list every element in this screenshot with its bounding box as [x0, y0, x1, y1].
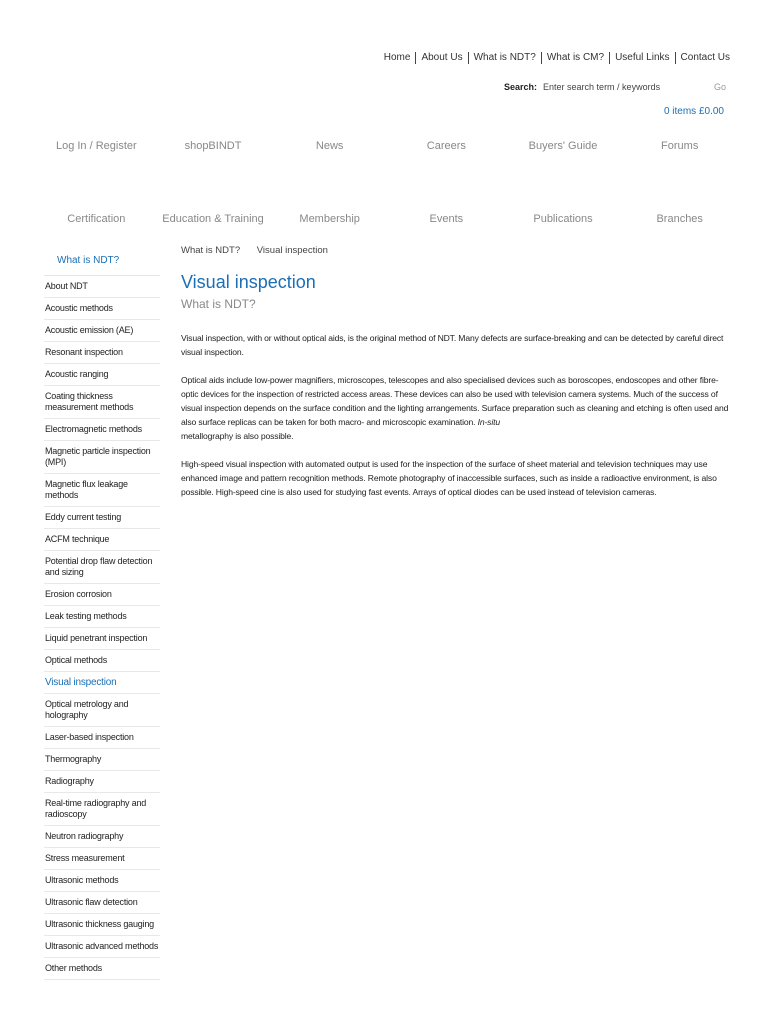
- sidebar-item[interactable]: Ultrasonic flaw detection: [44, 892, 160, 914]
- paragraph-2-emphasis: In-situ: [477, 417, 500, 427]
- search-input[interactable]: [543, 82, 703, 92]
- sidebar-item[interactable]: Other methods: [44, 958, 160, 980]
- paragraph-3: High-speed visual inspection with automated output is used for the inspection of the surface of sheet material and television techniques may use enhanced image and pattern recognition methods. Remote photography of inaccessible surfaces, such as inside a radioactive environment, is also possible. High-speed cine is also used for studying fast events. Arrays of optical diodes can be used instead of television cameras.: [181, 459, 717, 497]
- top-link-contact-us[interactable]: Contact Us: [680, 52, 730, 63]
- top-links: [379, 52, 730, 64]
- breadcrumb-item[interactable]: What is NDT?: [181, 245, 241, 256]
- secondary-nav: [38, 213, 738, 225]
- sidebar-item[interactable]: Coating thickness measurement methods: [44, 386, 160, 419]
- sidebar-item[interactable]: Ultrasonic methods: [44, 870, 160, 892]
- sidebar-item[interactable]: Real-time radiography and radioscopy: [44, 793, 160, 826]
- sidebar-item[interactable]: Magnetic flux leakage methods: [44, 474, 160, 507]
- sidebar-item[interactable]: Potential drop flaw detection and sizing: [44, 551, 160, 584]
- paragraph-2-tail: metallography is also possible.: [181, 431, 294, 441]
- cart-summary[interactable]: 0 items £0.00: [663, 106, 724, 117]
- nav-forums[interactable]: Forums: [661, 140, 699, 152]
- sidebar: [44, 255, 160, 980]
- nav-publications[interactable]: Publications: [533, 213, 593, 225]
- sidebar-list: [44, 276, 160, 980]
- sidebar-item[interactable]: Ultrasonic advanced methods: [44, 936, 160, 958]
- main-content: [181, 245, 731, 513]
- nav-branches[interactable]: Branches: [656, 213, 703, 225]
- sidebar-item[interactable]: Acoustic methods: [44, 298, 160, 320]
- nav-news[interactable]: News: [315, 140, 344, 152]
- search-go-button[interactable]: Go: [714, 82, 727, 92]
- sidebar-item[interactable]: Thermography: [44, 749, 160, 771]
- sidebar-item[interactable]: Optical metrology and holography: [44, 694, 160, 727]
- sidebar-item[interactable]: Acoustic ranging: [44, 364, 160, 386]
- sidebar-item[interactable]: Visual inspection: [44, 672, 160, 694]
- paragraph-1: Visual inspection, with or without optical aids, is the original method of NDT. Many defects are surface-breaking and can be detected by careful direct visual inspection.: [181, 333, 724, 357]
- nav-buyers-guide[interactable]: Buyers' Guide: [528, 140, 598, 152]
- top-link-what-is-ndt[interactable]: What is NDT?: [469, 52, 542, 64]
- sidebar-item[interactable]: Acoustic emission (AE): [44, 320, 160, 342]
- breadcrumb-item[interactable]: Visual inspection: [256, 245, 328, 256]
- top-link-about-us[interactable]: About Us: [416, 52, 468, 64]
- sidebar-item[interactable]: Magnetic particle inspection (MPI): [44, 441, 160, 474]
- sidebar-item[interactable]: Ultrasonic thickness gauging: [44, 914, 160, 936]
- sidebar-item[interactable]: ACFM technique: [44, 529, 160, 551]
- top-link-what-is-cm[interactable]: What is CM?: [542, 52, 610, 64]
- sidebar-item[interactable]: Electromagnetic methods: [44, 419, 160, 441]
- sidebar-item[interactable]: Optical methods: [44, 650, 160, 672]
- nav-careers[interactable]: Careers: [426, 140, 466, 152]
- article-body: [181, 331, 731, 499]
- top-link-useful-links[interactable]: Useful Links: [610, 52, 675, 64]
- nav-events[interactable]: Events: [429, 213, 464, 225]
- top-link-home[interactable]: Home: [379, 52, 417, 64]
- breadcrumb: [181, 245, 731, 256]
- sidebar-item[interactable]: Eddy current testing: [44, 507, 160, 529]
- sidebar-item[interactable]: Stress measurement: [44, 848, 160, 870]
- page-title: Visual inspection: [181, 272, 316, 292]
- paragraph-2-text: Optical aids include low-power magnifiers, microscopes, telescopes and also specialised devices such as boroscopes, endoscopes and other fibre-optic devices for the inspection of restricted access areas. These devices can also be used with television camera systems. Much of the success of visual inspection depends on the surface condition and the lighting arrangements. Surface preparation such as cleaning and etching is often used and also surface replicas can be taken for both macro- and microscopic examination.: [181, 375, 729, 427]
- nav-login-register[interactable]: Log In / Register: [55, 140, 137, 152]
- sidebar-item[interactable]: Leak testing methods: [44, 606, 160, 628]
- search-bar: [504, 82, 727, 92]
- sidebar-heading[interactable]: What is NDT?: [44, 255, 160, 276]
- sidebar-item[interactable]: Erosion corrosion: [44, 584, 160, 606]
- nav-education-training[interactable]: Education & Training: [162, 213, 264, 225]
- nav-certification[interactable]: Certification: [67, 213, 126, 225]
- sidebar-item[interactable]: Liquid penetrant inspection: [44, 628, 160, 650]
- search-label: Search:: [504, 82, 538, 92]
- sidebar-item[interactable]: About NDT: [44, 276, 160, 298]
- nav-shopbindt[interactable]: shopBINDT: [184, 140, 242, 152]
- primary-nav: [38, 140, 738, 152]
- sidebar-item[interactable]: Radiography: [44, 771, 160, 793]
- sidebar-item[interactable]: Neutron radiography: [44, 826, 160, 848]
- nav-membership[interactable]: Membership: [299, 213, 360, 225]
- sidebar-item[interactable]: Laser-based inspection: [44, 727, 160, 749]
- sidebar-item[interactable]: Resonant inspection: [44, 342, 160, 364]
- paragraph-2: [181, 373, 731, 443]
- page-subtitle: What is NDT?: [181, 297, 256, 311]
